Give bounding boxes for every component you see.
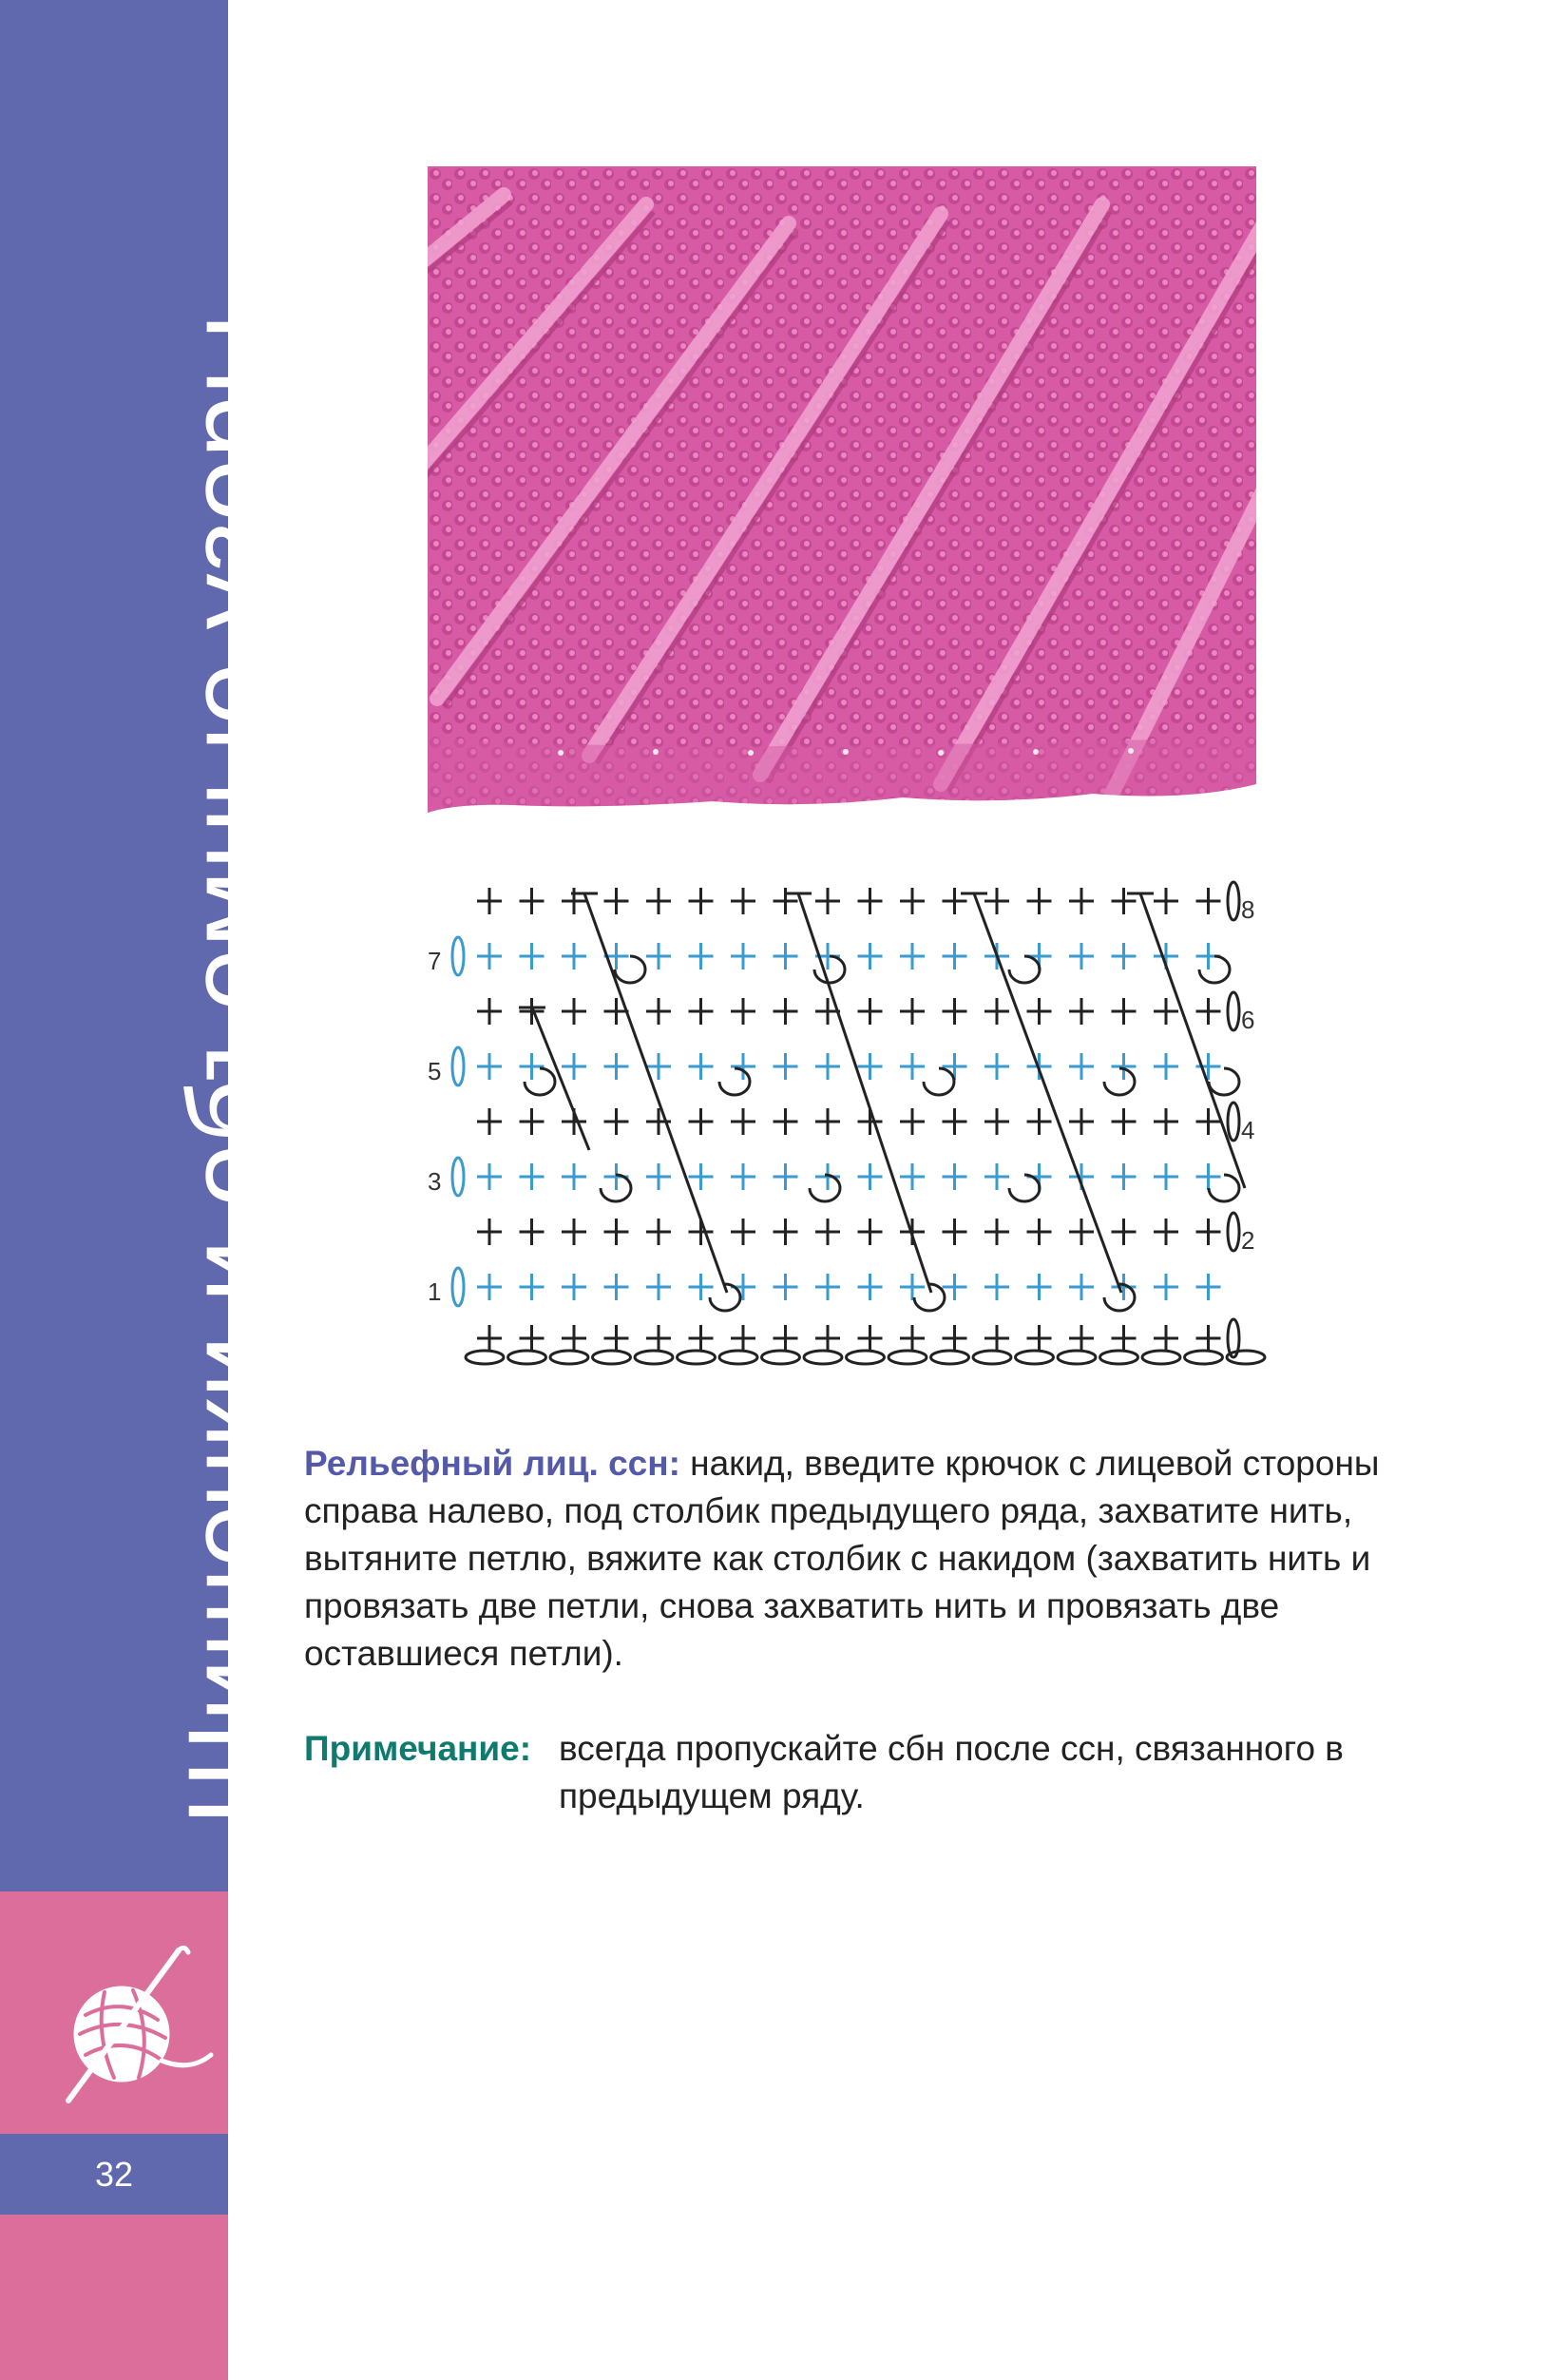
turning-chain xyxy=(452,937,464,975)
single-crochet-mark xyxy=(774,1219,798,1245)
row-label-7: 7 xyxy=(428,947,442,975)
single-crochet-mark xyxy=(815,1325,840,1352)
single-crochet-mark xyxy=(689,1053,714,1080)
single-crochet-mark xyxy=(943,1325,967,1352)
row-label-1: 1 xyxy=(428,1277,442,1306)
single-crochet-mark xyxy=(900,1325,925,1352)
single-crochet-mark xyxy=(731,1053,755,1080)
single-crochet-mark xyxy=(1069,1274,1094,1300)
single-crochet-mark xyxy=(604,1108,629,1135)
single-crochet-mark xyxy=(646,1219,671,1245)
single-crochet-mark xyxy=(604,1325,629,1352)
single-crochet-mark xyxy=(731,1219,755,1245)
single-crochet-mark xyxy=(689,1108,714,1135)
single-crochet-mark xyxy=(1112,1325,1137,1352)
chain-stitch xyxy=(550,1351,588,1364)
single-crochet-mark xyxy=(562,1325,586,1352)
single-crochet-mark xyxy=(815,1163,840,1190)
single-crochet-mark xyxy=(774,1108,798,1135)
single-crochet-mark xyxy=(731,998,755,1025)
single-crochet-mark xyxy=(900,1274,925,1300)
single-crochet-mark xyxy=(1196,1274,1221,1300)
post-hook-mark xyxy=(525,1068,555,1095)
single-crochet-mark xyxy=(858,1274,883,1300)
single-crochet-mark xyxy=(815,1219,840,1245)
row-label-8: 8 xyxy=(1241,895,1255,924)
single-crochet-mark xyxy=(1154,1219,1178,1245)
single-crochet-mark xyxy=(815,888,840,914)
single-crochet-mark xyxy=(689,888,714,914)
single-crochet-mark xyxy=(1112,943,1137,969)
front-post-stitch xyxy=(1140,893,1245,1188)
single-crochet-mark xyxy=(1027,1325,1052,1352)
single-crochet-mark xyxy=(943,888,967,914)
single-crochet-mark xyxy=(1027,998,1052,1025)
single-crochet-mark xyxy=(477,1274,502,1300)
chain-stitch xyxy=(508,1351,546,1364)
single-crochet-mark xyxy=(731,888,755,914)
sidebar-pink-bottom xyxy=(0,2215,228,2380)
single-crochet-mark xyxy=(731,1325,755,1352)
single-crochet-mark xyxy=(1112,888,1137,914)
single-crochet-mark xyxy=(815,1053,840,1080)
single-crochet-mark xyxy=(1154,1108,1178,1135)
description-term: Рельефный лиц. ссн: xyxy=(304,1444,680,1483)
single-crochet-mark xyxy=(731,1163,755,1190)
single-crochet-mark xyxy=(1154,888,1178,914)
post-hook-mark xyxy=(719,1068,750,1095)
single-crochet-mark xyxy=(646,888,671,914)
crochet-stitch-diagram xyxy=(399,874,1273,1388)
note-term: Примечание: xyxy=(304,1729,532,1768)
single-crochet-mark xyxy=(477,1219,502,1245)
single-crochet-mark xyxy=(520,1219,545,1245)
turning-chain xyxy=(452,1158,464,1196)
single-crochet-mark xyxy=(477,1325,502,1352)
single-crochet-mark xyxy=(984,888,1009,914)
single-crochet-mark xyxy=(943,943,967,969)
single-crochet-mark xyxy=(1069,943,1094,969)
single-crochet-mark xyxy=(858,998,883,1025)
single-crochet-mark xyxy=(1112,1108,1137,1135)
chain-stitch xyxy=(466,1351,504,1364)
post-hook-mark xyxy=(1209,1175,1239,1201)
post-hook-mark xyxy=(924,1068,954,1095)
chain-stitch xyxy=(973,1351,1011,1364)
chain-stitch xyxy=(1142,1351,1180,1364)
single-crochet-mark xyxy=(984,1325,1009,1352)
single-crochet-mark xyxy=(1196,888,1221,914)
single-crochet-mark xyxy=(1196,1325,1221,1352)
single-crochet-mark xyxy=(1196,998,1221,1025)
single-crochet-mark xyxy=(774,1163,798,1190)
single-crochet-mark xyxy=(646,1325,671,1352)
single-crochet-mark xyxy=(858,888,883,914)
post-hook-mark xyxy=(1009,1175,1040,1201)
single-crochet-mark xyxy=(562,943,586,969)
single-crochet-mark xyxy=(1112,1219,1137,1245)
single-crochet-mark xyxy=(1154,1325,1178,1352)
single-crochet-mark xyxy=(562,1163,586,1190)
post-hook-mark xyxy=(1009,956,1040,983)
single-crochet-mark xyxy=(774,1325,798,1352)
chain-stitch xyxy=(635,1351,673,1364)
single-crochet-mark xyxy=(943,1163,967,1190)
single-crochet-mark xyxy=(943,1108,967,1135)
single-crochet-mark xyxy=(1112,998,1137,1025)
note-block xyxy=(304,1725,1406,1815)
single-crochet-mark xyxy=(520,998,545,1025)
single-crochet-mark xyxy=(477,1053,502,1080)
post-hook-mark xyxy=(1209,1068,1239,1095)
turning-chain xyxy=(1228,1103,1239,1141)
chain-stitch xyxy=(1100,1351,1138,1364)
single-crochet-mark xyxy=(1069,888,1094,914)
single-crochet-mark xyxy=(562,888,586,914)
single-crochet-mark xyxy=(562,998,586,1025)
single-crochet-mark xyxy=(774,888,798,914)
note-text: всегда пропускайте сбн после ссн, связанного в предыдущем ряду. xyxy=(559,1729,1344,1815)
single-crochet-mark xyxy=(731,943,755,969)
single-crochet-mark xyxy=(646,1274,671,1300)
single-crochet-mark xyxy=(1154,1163,1178,1190)
single-crochet-mark xyxy=(984,1219,1009,1245)
post-hook-mark xyxy=(814,956,845,983)
single-crochet-mark xyxy=(900,888,925,914)
single-crochet-mark xyxy=(900,943,925,969)
single-crochet-mark xyxy=(689,998,714,1025)
single-crochet-mark xyxy=(731,1108,755,1135)
single-crochet-mark xyxy=(562,1053,586,1080)
single-crochet-mark xyxy=(689,1274,714,1300)
single-crochet-mark xyxy=(774,943,798,969)
turning-chain xyxy=(1228,992,1239,1030)
single-crochet-mark xyxy=(604,1053,629,1080)
section-title: Шишечки и объемные узоры xyxy=(165,313,291,1826)
single-crochet-mark xyxy=(520,1053,545,1080)
single-crochet-mark xyxy=(984,1053,1009,1080)
single-crochet-mark xyxy=(943,1219,967,1245)
row-label-3: 3 xyxy=(428,1167,442,1196)
single-crochet-mark xyxy=(604,888,629,914)
single-crochet-mark xyxy=(1196,1163,1221,1190)
turning-chain xyxy=(1228,1213,1239,1251)
post-hook-mark xyxy=(1104,1068,1135,1095)
turning-chain xyxy=(452,1047,464,1085)
turning-chain xyxy=(452,1268,464,1306)
chain-stitch xyxy=(762,1351,800,1364)
single-crochet-mark xyxy=(477,888,502,914)
single-crochet-mark xyxy=(774,1274,798,1300)
single-crochet-mark xyxy=(1069,998,1094,1025)
chain-stitch xyxy=(1058,1351,1096,1364)
single-crochet-mark xyxy=(562,1274,586,1300)
single-crochet-mark xyxy=(689,943,714,969)
single-crochet-mark xyxy=(1027,1219,1052,1245)
single-crochet-mark xyxy=(646,998,671,1025)
single-crochet-mark xyxy=(943,998,967,1025)
single-crochet-mark xyxy=(774,1053,798,1080)
single-crochet-mark xyxy=(477,998,502,1025)
turning-chain xyxy=(1228,882,1239,920)
single-crochet-mark xyxy=(858,1053,883,1080)
crochet-sample-photo xyxy=(428,166,1256,817)
post-hook-mark xyxy=(810,1175,840,1201)
single-crochet-mark xyxy=(900,1108,925,1135)
single-crochet-mark xyxy=(689,1325,714,1352)
row-label-6: 6 xyxy=(1241,1006,1255,1034)
single-crochet-mark xyxy=(520,1163,545,1190)
single-crochet-mark xyxy=(520,1274,545,1300)
single-crochet-mark xyxy=(858,1219,883,1245)
single-crochet-mark xyxy=(1069,1219,1094,1245)
single-crochet-mark xyxy=(858,1325,883,1352)
single-crochet-mark xyxy=(520,1325,545,1352)
row-label-4: 4 xyxy=(1241,1116,1255,1144)
single-crochet-mark xyxy=(604,1274,629,1300)
chain-stitch xyxy=(889,1351,927,1364)
single-crochet-mark xyxy=(604,1219,629,1245)
single-crochet-mark xyxy=(520,1108,545,1135)
sidebar xyxy=(0,0,291,2380)
single-crochet-mark xyxy=(815,1108,840,1135)
chain-stitch xyxy=(719,1351,757,1364)
single-crochet-mark xyxy=(900,1053,925,1080)
chain-stitch xyxy=(847,1351,885,1364)
single-crochet-mark xyxy=(520,943,545,969)
single-crochet-mark xyxy=(520,888,545,914)
single-crochet-mark xyxy=(984,1274,1009,1300)
single-crochet-mark xyxy=(858,1163,883,1190)
page-number: 32 xyxy=(94,2155,134,2194)
single-crochet-mark xyxy=(1069,1108,1094,1135)
post-hook-mark xyxy=(615,956,645,983)
post-hook-mark xyxy=(1199,956,1230,983)
chain-stitch xyxy=(1185,1351,1223,1364)
stitch-description xyxy=(304,1440,1406,1678)
single-crochet-mark xyxy=(562,1219,586,1245)
single-crochet-mark xyxy=(604,998,629,1025)
single-crochet-mark xyxy=(689,1163,714,1190)
yarn-ball-crochet-hook-icon xyxy=(48,1939,219,2110)
single-crochet-mark xyxy=(984,998,1009,1025)
description-text: накид, введите крючок с лицевой стороны справа налево, под столбик предыдущего ряда, захватите нить, вытяните петлю, вяжите как столбик с накидом (захватить нить и провязать две петли, снова захватить нить и провязать две оставшиеся петли). xyxy=(304,1444,1380,1673)
single-crochet-mark xyxy=(1112,1163,1137,1190)
row-label-5: 5 xyxy=(428,1057,442,1085)
row-label-2: 2 xyxy=(1241,1226,1255,1255)
single-crochet-mark xyxy=(1027,888,1052,914)
single-crochet-mark xyxy=(1027,1108,1052,1135)
single-crochet-mark xyxy=(858,943,883,969)
chain-stitch xyxy=(931,1351,969,1364)
single-crochet-mark xyxy=(1069,1325,1094,1352)
single-crochet-mark xyxy=(774,998,798,1025)
chain-stitch xyxy=(678,1351,716,1364)
single-crochet-mark xyxy=(646,1163,671,1190)
single-crochet-mark xyxy=(1027,1274,1052,1300)
single-crochet-mark xyxy=(646,943,671,969)
single-crochet-mark xyxy=(943,1053,967,1080)
front-post-stitch xyxy=(532,1008,589,1150)
single-crochet-mark xyxy=(477,1108,502,1135)
single-crochet-mark xyxy=(477,1163,502,1190)
single-crochet-mark xyxy=(984,1163,1009,1190)
single-crochet-mark xyxy=(1069,1053,1094,1080)
single-crochet-mark xyxy=(477,943,502,969)
single-crochet-mark xyxy=(1154,998,1178,1025)
chain-stitch xyxy=(593,1351,631,1364)
single-crochet-mark xyxy=(984,1108,1009,1135)
single-crochet-mark xyxy=(900,1163,925,1190)
chain-stitch xyxy=(804,1351,842,1364)
single-crochet-mark xyxy=(815,1274,840,1300)
chain-stitch xyxy=(1016,1351,1054,1364)
single-crochet-mark xyxy=(1154,1053,1178,1080)
single-crochet-mark xyxy=(1154,1274,1178,1300)
single-crochet-mark xyxy=(1196,1219,1221,1245)
single-crochet-mark xyxy=(900,998,925,1025)
